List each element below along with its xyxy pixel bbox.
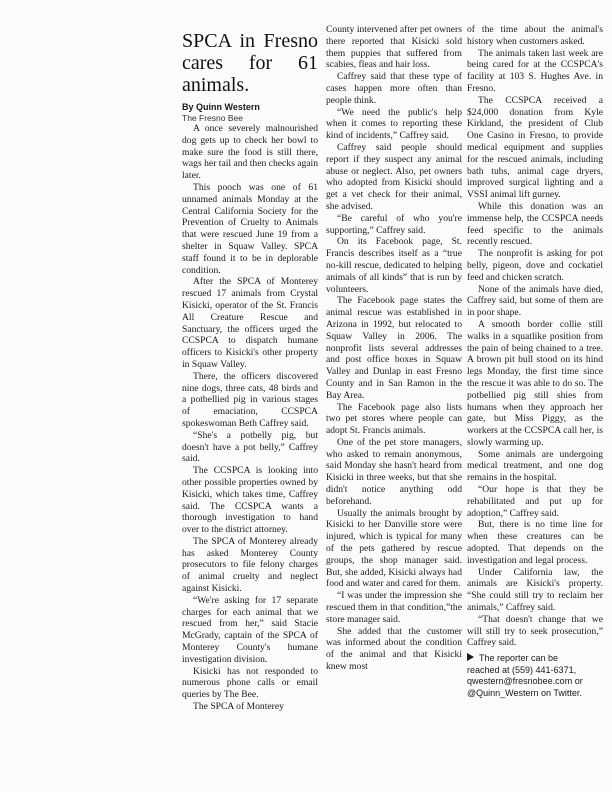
paragraph: “Our hope is that they be rehabilitated and put up for adoption,” Caffrey said. [467, 484, 603, 519]
paragraph: The CCSPCA is looking into other possible properties owned by Kisicki, which takes time, Caffrey said. The CCSPCA wants a thorough investigation to hand over to the district attorney. [182, 465, 318, 536]
triangle-bullet-icon [467, 653, 474, 661]
contact-line: The reporter can be [479, 653, 559, 664]
paragraph: The animals taken last week are being cared for at the CCSPCA's facility at 103 S. Hughes Ave. in Fresno. [467, 47, 603, 94]
paragraph: “I was under the impression she rescued them in that condition,”the store manager said. [326, 590, 462, 625]
paragraph: Caffrey said people should report if they suspect any animal abuse or neglect. Also, pet owners who adopted from Kisicki should get a vet check for their animal, she advised. [326, 141, 462, 212]
paragraph: There, the officers discovered nine dogs, three cats, 48 birds and a potbellied pig in various stages of emaciation, CCSPCA spokeswoman Beth Caffrey said. [182, 370, 318, 429]
paragraph: After the SPCA of Monterey rescued 17 animals from Crystal Kisicki, operator of the St. Francis All Creature Rescue and Sanctuary, the officers urged the CCSPCA to dispatch humane officers to Kisicki's other property in Squaw Valley. [182, 276, 318, 370]
paragraph: The SPCA of Monterey already has asked Monterey County prosecutors to file felony charges of animal cruelty and neglect against Kisicki. [182, 535, 318, 595]
byline: By Quinn Western [182, 102, 260, 112]
article-column-3 [467, 24, 603, 699]
paragraph: While this donation was an immense help, the CCSPCA needs feed specific to the animals recently rescued. [467, 200, 603, 248]
paragraph: A smooth border collie still walks in a squatlike position from the pain of being chained to a tree. A brown pit bull stood on its hind legs Monday, the first time since the rescue it was able to do so. The potbellied pig still shies from humans when they approach her gate, but Miss Piggy, as the workers at the CCSPCA call her, is slowly warming up. [467, 318, 603, 448]
paragraph: This pooch was one of 61 unnamed animals Monday at the Central California Society for the Prevention of Cruelty to Animals that were rescued June 19 from a shelter in Squaw Valley. SPCA staff found it to be in deplorable condition. [182, 181, 318, 276]
paragraph: But, there is no time line for when these creatures can be adopted. That depends on the investigation and legal process. [467, 519, 603, 566]
paragraph: One of the pet store managers, who asked to remain anonymous, said Monday she hasn't heard from Kisicki in three weeks, but that she didn't notice anything odd beforehand. [326, 436, 462, 507]
headline: SPCA in Fresno cares for 61 animals. [182, 30, 318, 96]
paragraph: Kisicki has not responded to numerous phone calls or email queries by The Bee. [182, 665, 318, 701]
article-column-2 [326, 24, 462, 673]
paragraph: Some animals are undergoing medical treatment, and one dog remains in the hospital. [467, 448, 603, 484]
paragraph: “We need the public's help when it comes to reporting these kind of incidents,” Caffrey said. [326, 106, 462, 142]
paragraph: “She's a potbelly pig, but doesn't have a pot belly,” Caffrey said. [182, 429, 318, 465]
paragraph: The CCSPCA received a $24,000 donation from Kyle Kirkland, the president of Club One Casino in Fresno, to provide medical equipment and supplies for the rescued animals, including bath tubs, animal cage dryers, improved surgical lighting and a VSSI animal lift gurney. [467, 94, 603, 201]
paragraph: of the time about the animal's history when customers asked. [467, 24, 603, 47]
paragraph: Under California law, the animals are Kisicki's property. “She could still try to reclaim her animals,” Caffrey said. [467, 566, 603, 614]
paragraph: The nonprofit is asking for pot belly, pigeon, dove and cockatiel feed and chicken scratch. [467, 248, 603, 283]
paragraph: “That doesn't change that we will still try to seek prosecution,” Caffrey said. [467, 613, 603, 649]
paragraph: On its Facebook page, St. Francis describes itself as a “true no-kill rescue, dedicated to helping animals of all kinds” that is run by volunteers. [326, 236, 462, 295]
paragraph: Caffrey said that these type of cases happen more often than people think. [326, 71, 462, 106]
paragraph: She added that the customer was informed about the condition of the animal and that Kisicki knew most [326, 625, 462, 673]
contact-twitter: @Quinn_Western on Twitter. [467, 687, 582, 698]
outlet-name: The Fresno Bee [182, 113, 243, 123]
paragraph: The Facebook page states the animal rescue was established in Arizona in 1992, but relocated to Squaw Valley in 2006. The nonprofit lists several addresses and post office boxes in Squaw Valley and Dunlap in east Fresno County and in San Ramon in the Bay Area. [326, 295, 462, 401]
contact-line: reached at (559) 441-6371, [467, 664, 577, 675]
contact-email: qwestern@fresnobee.com or [467, 676, 583, 687]
reporter-contact [467, 653, 603, 699]
paragraph: Usually the animals brought by Kisicki to her Danville store were injured, which is typical for many of the pets gathered by rescue groups, the shop manager said. But, she added, Kisicki always had food and water and cared for them. [326, 507, 462, 590]
paragraph: “We're asking for 17 separate charges for each animal that we rescued from her,” said Stacie McGrady, captain of the SPCA of Monterey County's humane investigation division. [182, 594, 318, 665]
paragraph: County intervened after pet owners there reported that Kisicki sold them puppies that suffered from scabies, fleas and hair loss. [326, 24, 462, 71]
paragraph: The SPCA of Monterey [193, 701, 284, 713]
paragraph: “Be careful of who you're supporting,” Caffrey said. [326, 212, 462, 236]
paragraph: A once severely malnourished dog gets up to check her bowl to make sure the food is still there, wags her tail and then checks again later. [182, 123, 318, 182]
paragraph: The Facebook page also lists two pet stores where people can adopt St. Francis animals. [326, 401, 462, 437]
article-column-1 [182, 30, 318, 713]
paragraph: None of the animals have died, Caffrey said, but some of them are in poor shape. [467, 283, 603, 319]
